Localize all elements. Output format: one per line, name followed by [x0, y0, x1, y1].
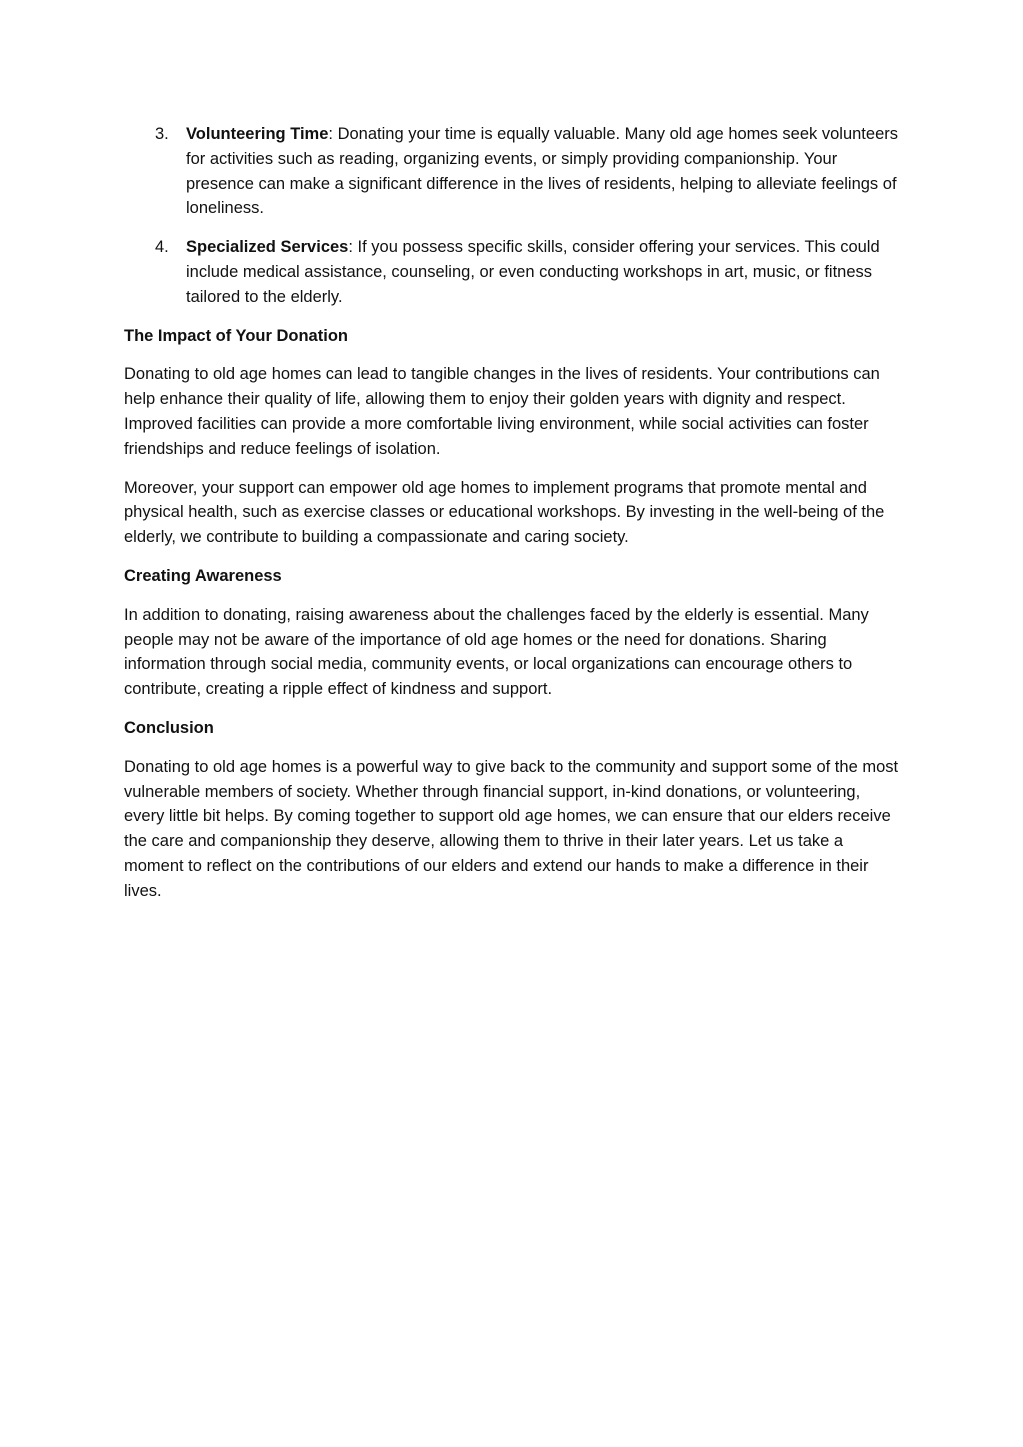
paragraph: Donating to old age homes is a powerful way to give back to the community and support some of the most vulnerable members of society. Whether through financial support, in-kind donations, or volunteering, every little bit helps. By coming together to support old age homes, we can ensure that our elders receive the care and companionship they deserve, allowing them to thrive in their later years. Let us take a moment to reflect on the contributions of our elders and extend our hands to make a difference in their lives.	[124, 757, 899, 900]
document-page	[124, 122, 904, 918]
list-item-text: : Donating your time is equally valuable. Many old age homes seek volunteers for activities such as reading, organizing events, or simply providing companionship. Your presence can make a significant difference in the lives of residents, helping to alleviate feelings of loneliness.	[186, 125, 898, 218]
list-item-number: 4.	[155, 238, 169, 257]
paragraph: Moreover, your support can empower old age homes to implement programs that promote mental and physical health, such as exercise classes or educational workshops. By investing in the well-being of the elderly, we contribute to building a compassionate and caring society.	[124, 478, 885, 547]
list-item-title: Volunteering Time	[186, 125, 329, 143]
numbered-list	[124, 122, 904, 310]
paragraph: In addition to donating, raising awareness about the challenges faced by the elderly is essential. Many people may not be aware of the importance of old age homes or the need for donations. Sharing information through social media, community events, or local organizations can encourage others to contribute, creating a ripple effect of kindness and support.	[124, 605, 869, 699]
list-item-specialized-services	[124, 235, 904, 309]
list-item-text: : If you possess specific skills, consider offering your services. This could include medical assistance, counseling, or even conducting workshops in art, music, or fitness tailored to the elderly.	[186, 238, 880, 306]
section-heading-conclusion: Conclusion	[124, 718, 214, 737]
section-heading-impact: The Impact of Your Donation	[124, 326, 348, 345]
list-item-volunteering	[124, 122, 904, 221]
list-item-number: 3.	[155, 125, 169, 143]
paragraph: Donating to old age homes can lead to tangible changes in the lives of residents. Your contributions can help enhance their quality of life, allowing them to enjoy their golden years with dignity and respect. Improved facilities can provide a more comfortable living environment, while social activities can foster friendships and reduce feelings of isolation.	[124, 365, 880, 458]
section-heading-awareness: Creating Awareness	[124, 566, 282, 585]
list-item-title: Specialized Services	[186, 238, 349, 257]
